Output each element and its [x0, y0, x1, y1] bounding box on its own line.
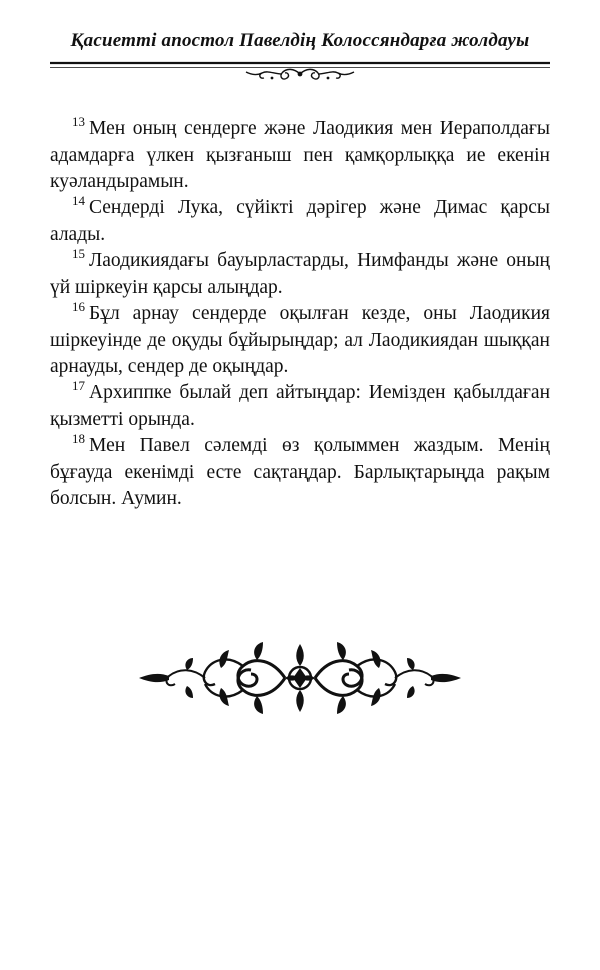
verse-13 — [50, 116, 550, 195]
floral-ornament-icon — [135, 638, 465, 718]
verse-text: Сендерді Лука, сүйікті дәрігер және Димас қарсы алады. — [50, 197, 550, 245]
verse-number: 17 — [72, 378, 85, 393]
verse-text: Мен оның сендерге және Лаодикия мен Иераполдағы адамдарға үлкен қызғаныш пен қамқорлыққа ие екенін куәландырамын. — [50, 118, 550, 192]
verse-number: 14 — [72, 193, 85, 208]
verse-text: Мен Павел сәлемді өз қолыммен жаздым. Менің бұғауда екенімді есте сақтаңдар. Барлықтарыңда рақым болсын. Аумин. — [50, 435, 550, 509]
verse-number: 16 — [72, 299, 85, 314]
verse-text: Бұл арнау сендерде оқылған кезде, оны Лаодикия шіркеуінде де оқуды бұйырыңдар; ал Лаодикиядан шыққан арнауды, сендер де оқыңдар. — [50, 303, 550, 377]
verse-text: Лаодикиядағы бауырластарды, Нимфанды және оның үй шіркеуін қарсы алыңдар. — [50, 250, 550, 298]
verse-number: 15 — [72, 246, 85, 261]
verse-17 — [50, 380, 550, 433]
scroll-divider-icon — [50, 60, 550, 86]
verse-16 — [50, 301, 550, 380]
verse-15 — [50, 248, 550, 301]
page-title: Қасиетті апостол Павелдің Колоссяндарға жолдауы — [70, 30, 530, 51]
verse-number: 18 — [72, 431, 85, 446]
verse-list — [50, 116, 550, 512]
verse-14 — [50, 195, 550, 248]
verse-18 — [50, 433, 550, 512]
verse-text: Архиппке былай деп айтыңдар: Иемізден қабылдаған қызметті орында. — [50, 382, 550, 430]
verse-number: 13 — [72, 114, 85, 129]
